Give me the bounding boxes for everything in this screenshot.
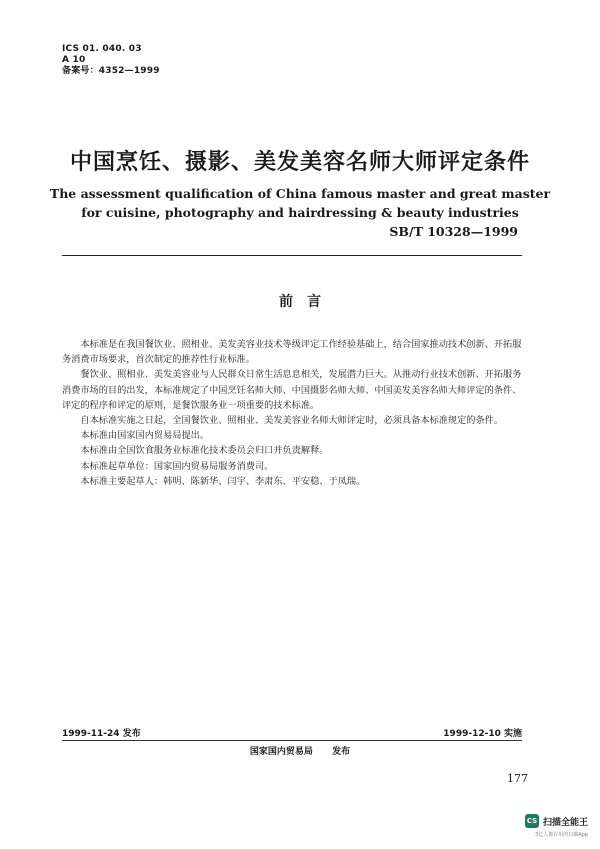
paragraph: 自本标准实施之日起，全国餐饮业、照相业、美发美容业名师大师评定时，必须具备本标准规定的条件。: [80, 415, 504, 427]
page-number: 177: [507, 772, 528, 785]
issue-date: 1999-11-24 发布: [62, 729, 141, 739]
paragraph: 本标准由全国饮食服务业标准化技术委员会归口并负责解释。: [80, 445, 329, 457]
paragraph: 餐饮业、照相业、美发美容业与人民群众日常生活息息相关，发展潜力巨大。从推动行业技术创新、开拓服务消费市场的目的出发，本标准规定了中国烹饪名师大师、中国摄影名师大师、中国美发美容名师大师评定的条件、评定的程序和评定的原则，是餐饮服务业一项重要的技术标准。: [62, 369, 522, 411]
paragraph: 本标准由国家国内贸易局提出。: [80, 430, 210, 442]
document-title-cn: 中国烹饪、摄影、美发美容名师大师评定条件: [69, 150, 530, 175]
classification-code: A 10: [62, 55, 86, 65]
watermark-subtitle: 3亿人都在用的扫描App: [535, 832, 588, 838]
paragraph: 本标准是在我国餐饮业、照相业、美发美容业技术等级评定工作经验基础上，结合国家推动技术创新、开拓服务消费市场要求，首次制定的推荐性行业标准。: [62, 339, 522, 366]
scanner-watermark: [525, 814, 588, 828]
header-divider: [62, 255, 522, 256]
publisher-name: 国家国内贸易局: [249, 747, 313, 757]
implementation-date: 1999-12-10 实施: [443, 729, 522, 739]
foreword-body: [62, 337, 522, 489]
paragraph: 本标准起草单位：国家国内贸易局服务消费司。: [80, 460, 274, 472]
ics-code: ICS 01. 040. 03: [62, 44, 142, 54]
document-title-en-line1: The assessment qualification of China famous master and great master: [49, 186, 551, 201]
section-title-foreword: 前言: [279, 294, 335, 310]
publish-label: 发布: [332, 747, 351, 757]
standard-code: SB/T 10328—1999: [389, 224, 518, 239]
document-title-en-line2: for cuisine, photography and hairdressing & beauty industries: [81, 205, 519, 220]
camscanner-logo-icon: CS: [525, 814, 539, 828]
publisher-line: [0, 744, 600, 757]
watermark-brand: 扫描全能王: [542, 817, 588, 828]
paragraph: 本标准主要起草人：韩明、陈新华、闫宇、李肃东、平安稳、于凤瑞。: [80, 475, 366, 487]
footer-divider: [62, 740, 522, 741]
record-number: 备案号：4352—1999: [62, 66, 160, 76]
